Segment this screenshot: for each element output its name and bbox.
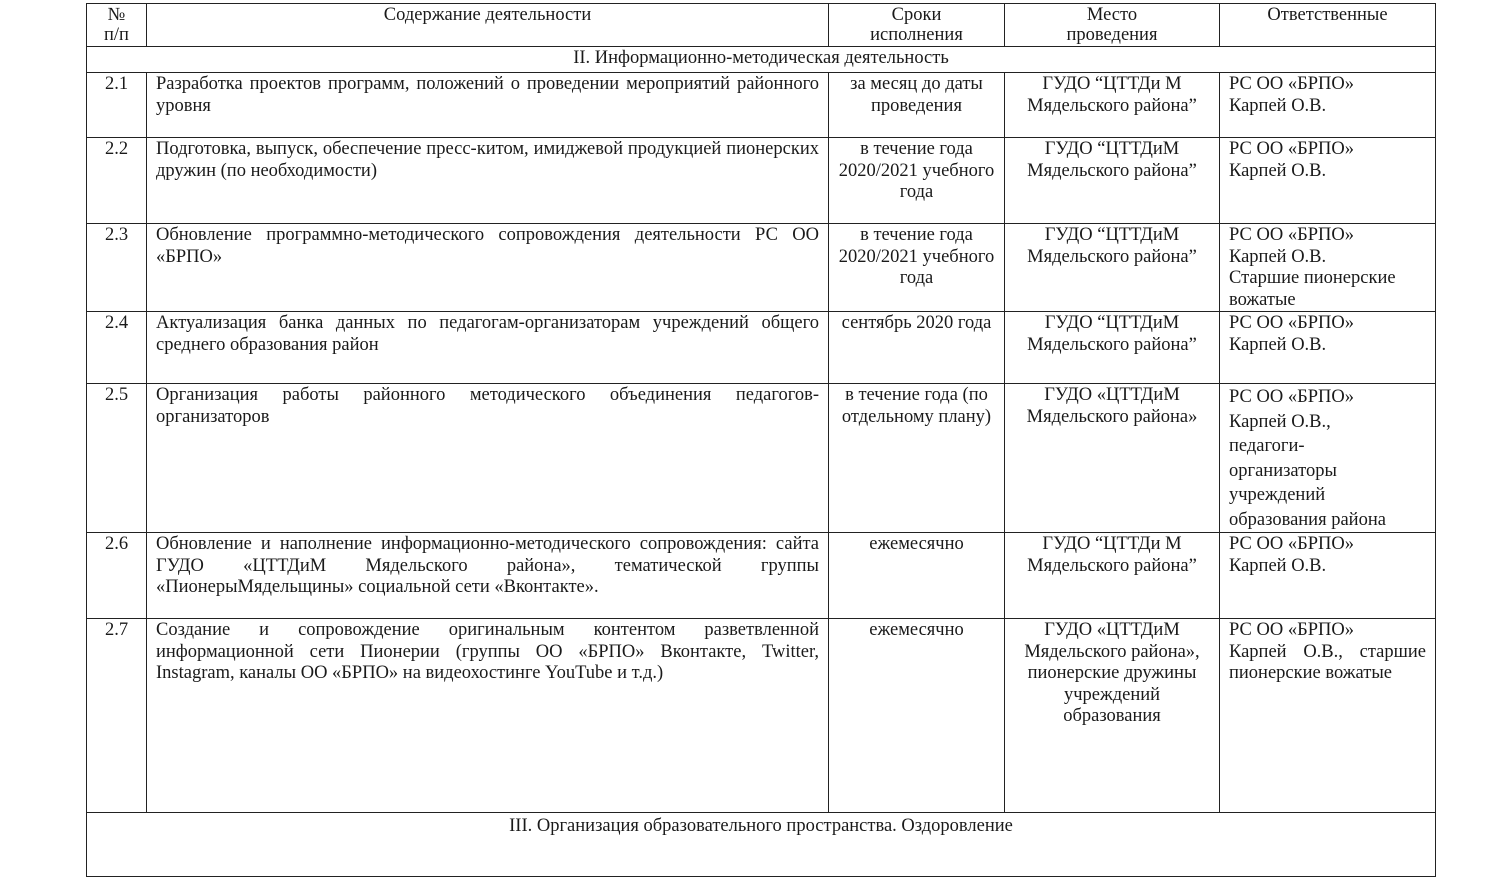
row-responsible: РС ОО «БРПО» Карпей О.В. — [1220, 312, 1436, 384]
row-term: в течение года 2020/2021 учебного года — [829, 224, 1005, 312]
row-term: ежемесячно — [829, 619, 1005, 813]
row-content: Обновление и наполнение информационно-методического сопровождения: сайта ГУДО «ЦТТДиМ Мядельского района», тематической группы «ПионерыМядельщины» социальной сети «Вконтакте». — [147, 533, 829, 619]
section-3-title: III. Организация образовательного пространства. Оздоровление — [87, 813, 1436, 877]
row-responsible: РС ОО «БРПО» Карпей О.В. Старшие пионерские вожатые — [1220, 224, 1436, 312]
table-row — [87, 138, 1436, 224]
row-content: Актуализация банка данных по педагогам-организаторам учреждений общего среднего образования район — [147, 312, 829, 384]
row-responsible: РС ОО «БРПО» Карпей О.В. — [1220, 138, 1436, 224]
table-row — [87, 312, 1436, 384]
row-content: Разработка проектов программ, положений о проведении мероприятий районного уровня — [147, 73, 829, 138]
activity-plan-table — [86, 3, 1436, 877]
header-place: Место проведения — [1005, 4, 1220, 47]
table-row — [87, 73, 1436, 138]
table-row — [87, 384, 1436, 533]
row-place: ГУДО “ЦТТДиМ Мядельского района” — [1005, 224, 1220, 312]
row-place: ГУДО «ЦТТДиМ Мядельского района», пионерские дружины учреждений образования — [1005, 619, 1220, 813]
row-responsible: РС ОО «БРПО» Карпей О.В., старшие пионерские вожатые — [1220, 619, 1436, 813]
row-content: Создание и сопровождение оригинальным контентом разветвленной информационной сети Пионерии (группы ОО «БРПО» Вконтакте, Twitter, Instagram, каналы ОО «БРПО» на видеохостинге YouTube и т.д.) — [147, 619, 829, 813]
row-content: Организация работы районного методического объединения педагогов-организаторов — [147, 384, 829, 533]
row-responsible: РС ОО «БРПО» Карпей О.В. — [1220, 73, 1436, 138]
row-place: ГУДО “ЦТТДи М Мядельского района” — [1005, 533, 1220, 619]
row-num: 2.4 — [87, 312, 147, 384]
table-header-row — [87, 4, 1436, 47]
row-term: в течение года (по отдельному плану) — [829, 384, 1005, 533]
header-responsible: Ответственные — [1220, 4, 1436, 47]
row-content: Обновление программно-методического сопровождения деятельности РС ОО «БРПО» — [147, 224, 829, 312]
table-row — [87, 224, 1436, 312]
header-term: Сроки исполнения — [829, 4, 1005, 47]
table-row — [87, 533, 1436, 619]
row-num: 2.3 — [87, 224, 147, 312]
row-num: 2.1 — [87, 73, 147, 138]
table-row — [87, 619, 1436, 813]
row-term: ежемесячно — [829, 533, 1005, 619]
row-num: 2.5 — [87, 384, 147, 533]
section-2-title: II. Информационно-методическая деятельность — [87, 47, 1436, 73]
row-place: ГУДО “ЦТТДиМ Мядельского района” — [1005, 138, 1220, 224]
section-3-row — [87, 813, 1436, 877]
row-term: за месяц до даты проведения — [829, 73, 1005, 138]
row-num: 2.6 — [87, 533, 147, 619]
row-term: в течение года 2020/2021 учебного года — [829, 138, 1005, 224]
header-num: № п/п — [87, 4, 147, 47]
row-responsible: РС ОО «БРПО» Карпей О.В. — [1220, 533, 1436, 619]
row-responsible: РС ОО «БРПО» Карпей О.В., педагоги- организаторы учреждений образования района — [1220, 384, 1436, 533]
header-content: Содержание деятельности — [147, 4, 829, 47]
row-place: ГУДО «ЦТТДиМ Мядельского района» — [1005, 384, 1220, 533]
section-2-row — [87, 47, 1436, 73]
row-content: Подготовка, выпуск, обеспечение пресс-китом, имиджевой продукцией пионерских дружин (по необходимости) — [147, 138, 829, 224]
row-num: 2.2 — [87, 138, 147, 224]
row-num: 2.7 — [87, 619, 147, 813]
row-place: ГУДО “ЦТТДиМ Мядельского района” — [1005, 312, 1220, 384]
row-term: сентябрь 2020 года — [829, 312, 1005, 384]
row-place: ГУДО “ЦТТДи М Мядельского района” — [1005, 73, 1220, 138]
